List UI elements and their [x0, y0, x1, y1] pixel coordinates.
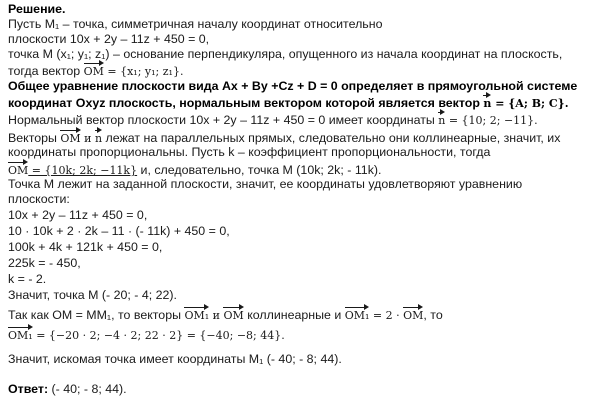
line-3: точка M (x₁; y₁; z₁) – основание перпендикуляра, опущенного из начала координат на плоскость,	[8, 47, 563, 61]
line-7-text: Нормальный вектор плоскости 10x + 2y – 11z + 450 = 0 имеет координаты	[8, 113, 439, 127]
line-16: 225k = - 450,	[8, 256, 81, 270]
vector-om: OM	[60, 129, 80, 144]
vector-n: n	[483, 94, 491, 109]
line-19-mid: коллинеарные и	[243, 308, 345, 322]
line-20-coords: = {−20 · 2; −4 · 2; 22 · 2} = {−40; −8; 44}.	[32, 329, 285, 342]
line-12: плоскости:	[8, 192, 70, 206]
vector-om1: OM₁	[184, 306, 209, 321]
solution-heading: Решение.	[8, 2, 66, 16]
line-10-coords: = {10k; 2k; −11k}	[28, 164, 138, 177]
line-10	[8, 161, 381, 178]
line-19	[8, 306, 443, 323]
line-6-text: координат Oxyz плоскость, нормальным вектором которой является вектор	[8, 96, 484, 110]
line-7	[8, 111, 538, 128]
vector-n: n	[438, 111, 445, 126]
line-6	[8, 94, 569, 111]
line-8	[8, 129, 560, 146]
line-11: Точка M лежит на заданной плоскости, значит, ее координаты удовлетворяют уравнению	[8, 177, 523, 191]
vector-om: OM	[223, 306, 243, 321]
line-10-rest: и, следовательно, точка M (10k; 2k; - 11k).	[137, 163, 382, 177]
line-4-coords: = {x₁; y₁; z₁}.	[103, 65, 184, 78]
answer-label: Ответ:	[8, 382, 49, 396]
vector-om: OM	[403, 306, 423, 321]
line-13: 10x + 2y – 11z + 450 = 0,	[8, 208, 148, 222]
conclusion: Значит, искомая точка имеет координаты M₁ (- 40; - 8; 44).	[8, 352, 342, 366]
line-20	[8, 326, 285, 343]
answer-value: (- 40; - 8; 44).	[48, 382, 127, 396]
vector-om1: OM₁	[345, 306, 370, 321]
line-19-end: , то	[423, 308, 443, 322]
answer-line	[8, 382, 127, 397]
vector-om: OM	[84, 62, 104, 77]
line-19-text: Так как OM = MM₁, то векторы	[8, 308, 185, 322]
line-2: плоскости 10x + 2y – 11z + 450 = 0,	[8, 32, 210, 46]
line-4	[8, 62, 183, 79]
line-8-and: и	[80, 132, 95, 145]
vector-om: OM	[8, 161, 28, 176]
line-17: k = - 2.	[8, 272, 47, 286]
line-4-text: тогда вектор	[8, 64, 84, 78]
vector-n: n	[95, 129, 102, 144]
line-8-rest: лежат на параллельных прямых, следовательно они коллинеарные, значит, их	[102, 131, 561, 145]
line-7-coords: = {10; 2; −11}.	[445, 114, 538, 127]
line-19-and: и	[209, 309, 224, 322]
vector-om1: OM₁	[8, 326, 33, 341]
line-14: 10 · 10k + 2 · 2k – 11 · (- 11k) + 450 = 0,	[8, 224, 230, 238]
line-18: Значит, точка M (- 20; - 4; 22).	[8, 288, 177, 302]
line-5: Общее уравнение плоскости вида Ax + By +Cz + D = 0 определяет в прямоугольной системе	[8, 79, 578, 93]
line-15: 100k + 4k + 121k + 450 = 0,	[8, 240, 163, 254]
line-6-coords: = {A; B; C}.	[491, 97, 569, 110]
line-8-text: Векторы	[8, 131, 61, 145]
line-19-eq: = 2 ·	[369, 309, 404, 322]
line-9: координаты пропорциональны. Пусть k – коэффициент пропорциональности, тогда	[8, 145, 491, 159]
line-1: Пусть M₁ – точка, симметричная началу координат относительно	[8, 17, 383, 31]
